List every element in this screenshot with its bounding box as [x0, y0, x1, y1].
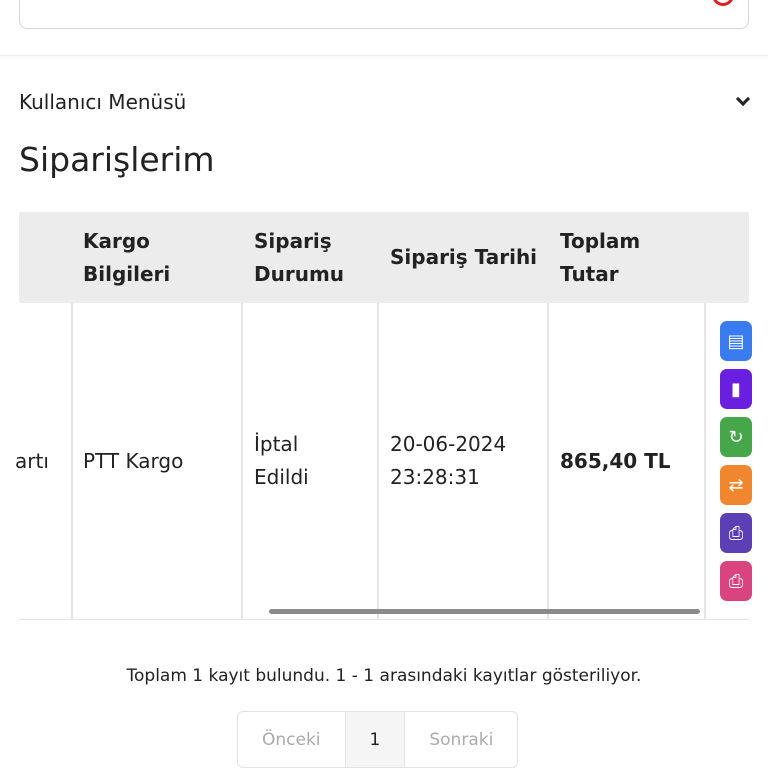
header-date: Sipariş Tarihi	[390, 245, 538, 269]
horizontal-scrollbar[interactable]	[269, 609, 700, 614]
header-text: Durumu	[254, 262, 345, 286]
date-text: 20-06-2024	[390, 432, 507, 456]
column-divider	[704, 303, 706, 620]
refresh-icon: ↻	[728, 426, 744, 448]
print-icon: ⎙	[728, 522, 744, 544]
header-total	[560, 225, 640, 291]
records-info: Toplam 1 kayıt bulundu. 1 - 1 arasındaki kayıtlar gösteriliyor.	[126, 666, 642, 686]
header-text: Bilgileri	[83, 262, 171, 286]
header-text: Toplam	[560, 229, 641, 253]
prev-page-button[interactable]: Önceki	[238, 712, 346, 767]
header-status	[254, 225, 344, 291]
column-divider	[241, 303, 243, 620]
order-detail-button[interactable]	[720, 321, 752, 361]
time-text: 23:28:31	[390, 465, 480, 489]
header-text: Tutar	[560, 262, 619, 286]
page-title: Siparişlerim	[19, 140, 215, 179]
exchange-icon: ⇄	[728, 474, 744, 496]
column-divider	[377, 303, 379, 620]
cell-total: 865,40 TL	[560, 449, 671, 473]
header-text: Sipariş	[254, 229, 332, 253]
column-divider	[71, 303, 73, 620]
print-icon: ⎙	[728, 570, 744, 592]
user-menu-toggle[interactable]: Kullanıcı Menüsü	[19, 90, 187, 114]
header	[0, 0, 768, 56]
cell-cargo: PTT Kargo	[83, 449, 184, 473]
invoice-button[interactable]	[720, 369, 752, 409]
header-text: Kargo	[83, 229, 150, 253]
print-button[interactable]	[720, 513, 752, 553]
return-button[interactable]	[720, 465, 752, 505]
orders-table	[15, 212, 749, 620]
file-icon: ▮	[731, 378, 741, 400]
cell-payment-partial: artı	[15, 449, 49, 473]
column-divider	[547, 303, 549, 620]
table-header	[19, 212, 749, 303]
header-cargo	[83, 225, 170, 291]
reorder-button[interactable]	[720, 417, 752, 457]
clipboard-list-icon: ▤	[727, 330, 745, 352]
next-page-button[interactable]: Sonraki	[429, 730, 494, 750]
cell-date	[390, 428, 506, 494]
status-text: İptal	[254, 432, 299, 456]
status-text: Edildi	[254, 465, 309, 489]
print-button-2[interactable]	[720, 561, 752, 601]
chevron-down-icon[interactable]	[736, 92, 750, 106]
pagination	[237, 711, 518, 768]
search-input[interactable]	[19, 0, 749, 29]
cell-status	[254, 428, 309, 494]
page-1-button[interactable]: 1	[346, 712, 406, 767]
